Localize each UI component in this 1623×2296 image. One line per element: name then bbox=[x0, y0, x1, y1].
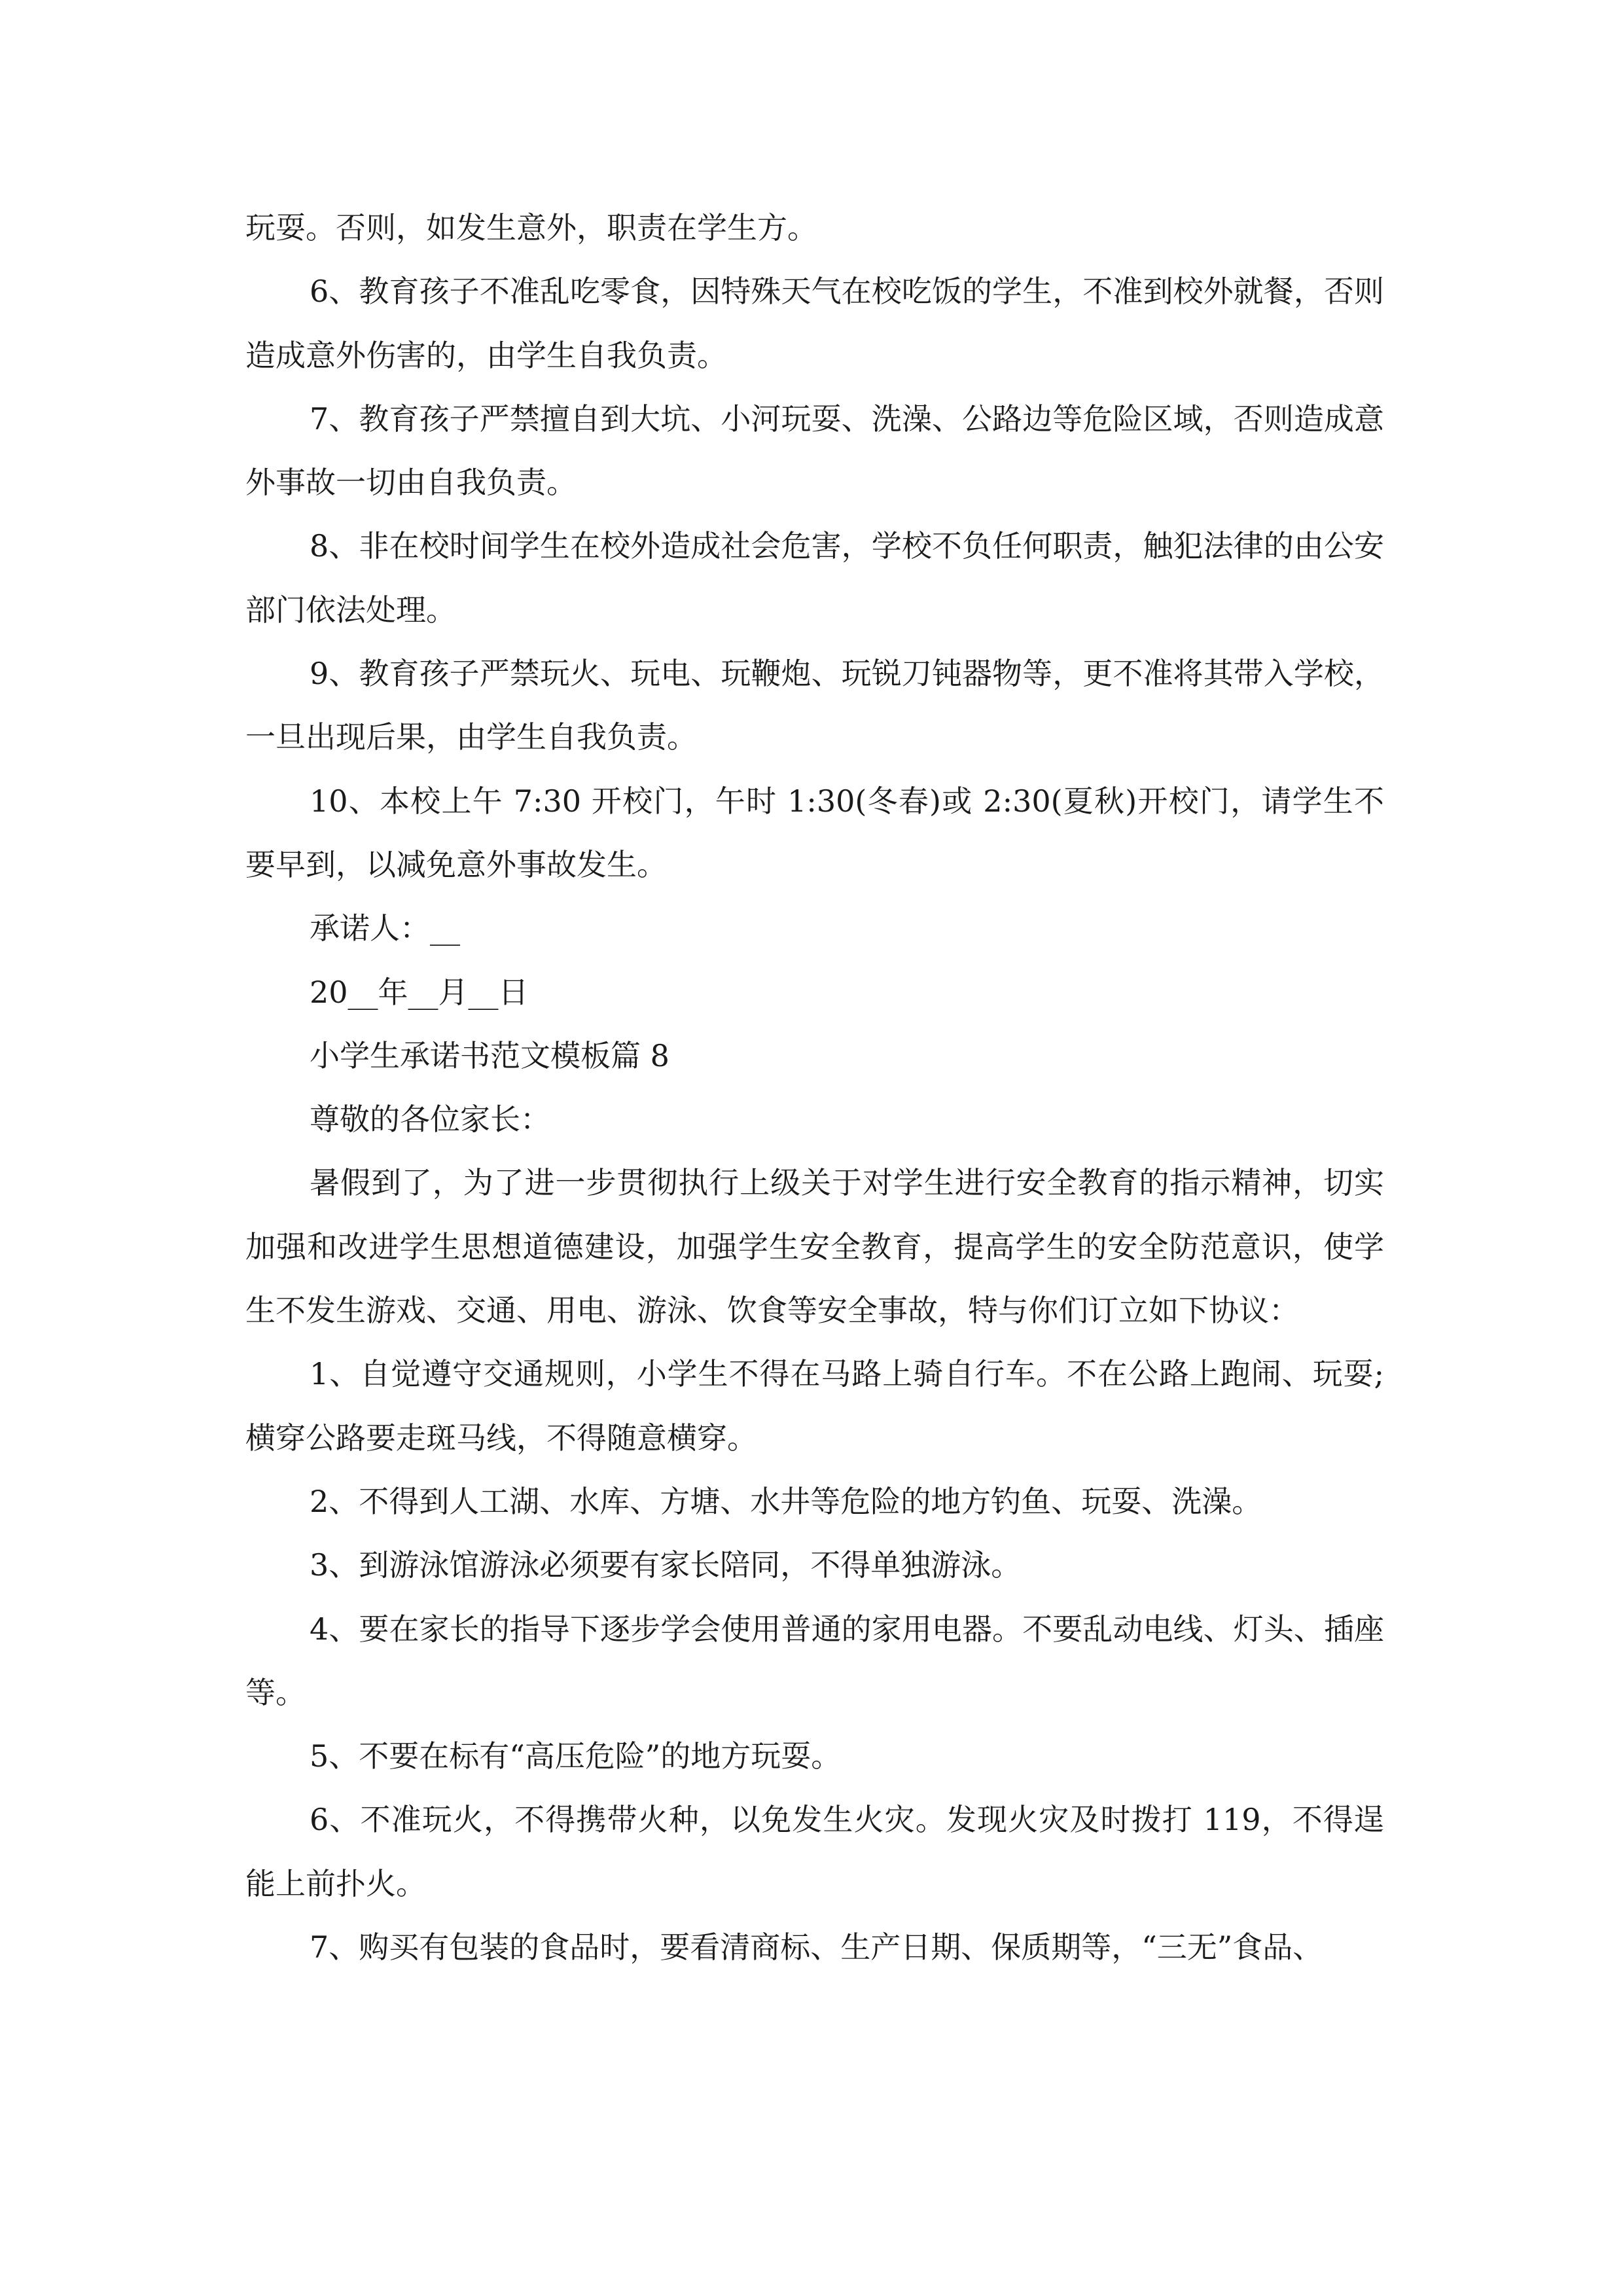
paragraph-intro: 暑假到了，为了进一步贯彻执行上级关于对学生进行安全教育的指示精神，切实加强和改进学生思想道德建设，加强学生安全教育，提高学生的安全防范意识，使学生不发生游戏、交通、用电、游泳、饮食等安全事故，特与你们订立如下协议： bbox=[245, 1165, 1384, 1329]
paragraph-agreement-3-swimming: 3、到游泳馆游泳必须要有家长陪同，不得单独游泳。 bbox=[310, 1547, 1022, 1583]
section-title: 小学生承诺书范文模板篇 8 bbox=[310, 1037, 669, 1073]
paragraph-item-10-gate-times: 10、本校上午 7:30 开校门，午时 1:30(冬春)或 2:30(夏秋)开校门，请学生不要早到，以减免意外事故发生。 bbox=[245, 783, 1384, 882]
paragraph-agreement-7-food: 7、购买有包装的食品时，要看清商标、生产日期、保质期等，“三无”食品、 bbox=[310, 1929, 1323, 1965]
paragraph-agreement-2-water: 2、不得到人工湖、水库、方塘、水井等危险的地方钓鱼、玩耍、洗澡。 bbox=[310, 1483, 1262, 1519]
salutation: 尊敬的各位家长： bbox=[310, 1102, 550, 1138]
paragraph-agreement-6-fire: 6、不准玩火，不得携带火种，以免发生火灾。发现火灾及时拨打 119，不得逞能上前扑火。 bbox=[245, 1802, 1384, 1901]
paragraph-continuation: 玩耍。否则，如发生意外，职责在学生方。 bbox=[245, 210, 817, 245]
paragraph-agreement-4-appliances: 4、要在家长的指导下逐步学会使用普通的家用电器。不要乱动电线、灯头、插座等。 bbox=[245, 1611, 1384, 1710]
date-line: 20__年__月__日 bbox=[310, 974, 529, 1010]
document-body bbox=[245, 196, 1384, 1979]
paragraph-item-7-danger-areas: 7、教育孩子严禁擅自到大坑、小河玩耍、洗澡、公路边等危险区域，否则造成意外事故一切由自我负责。 bbox=[245, 401, 1384, 501]
paragraph-item-6-snacks: 6、教育孩子不准乱吃零食，因特殊天气在校吃饭的学生，不准到校外就餐，否则造成意外伤害的，由学生自我负责。 bbox=[245, 274, 1384, 373]
paragraph-item-8-off-campus: 8、非在校时间学生在校外造成社会危害，学校不负任何职责，触犯法律的由公安部门依法处理。 bbox=[245, 528, 1384, 628]
paragraph-item-9-fire-electricity: 9、教育孩子严禁玩火、玩电、玩鞭炮、玩锐刀钝器物等，更不准将其带入学校，一旦出现后果，由学生自我负责。 bbox=[245, 656, 1384, 755]
paragraph-agreement-5-high-voltage: 5、不要在标有“高压危险”的地方玩耍。 bbox=[310, 1738, 842, 1774]
paragraph-agreement-1-traffic: 1、自觉遵守交通规则，小学生不得在马路上骑自行车。不在公路上跑闹、玩耍;横穿公路要走斑马线，不得随意横穿。 bbox=[245, 1356, 1384, 1456]
signatory-line: 承诺人：__ bbox=[310, 910, 460, 946]
